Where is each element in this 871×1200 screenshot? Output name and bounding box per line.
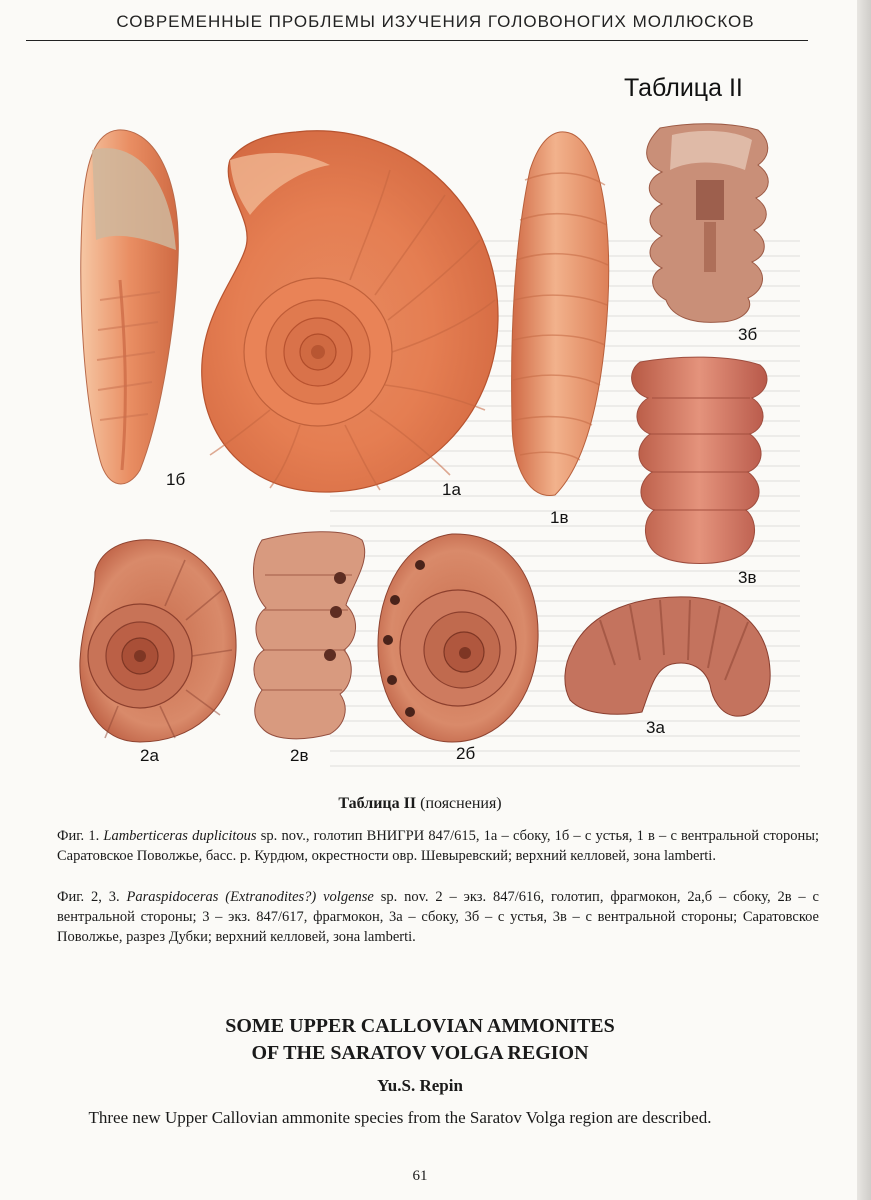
fig-label-3a: 3а	[646, 718, 665, 737]
specimen-2a-image	[80, 540, 236, 742]
abstract: Three new Upper Callovian ammonite species from the Saratov Volga region are described.	[88, 1108, 712, 1127]
specimen-3a-image	[565, 597, 770, 716]
fig-label-3b: 3б	[738, 325, 758, 344]
specimen-3v-image	[632, 357, 767, 563]
caption-1-text: sp. nov., голотип ВНИГРИ 847/615, 1а – сбоку, 1б – с устья, 1 в – с вентральной стороны; Саратовское Поволжье, басс. р. Курдюм, окрестности овр. Шевыревский; верхний келловей, зона lamberti.	[57, 828, 819, 864]
caption-1-species: Lamberticeras duplicitous	[103, 828, 257, 844]
english-title-line-1: SOME UPPER CALLOVIAN AMMONITES	[225, 1015, 615, 1037]
fig-label-2b: 2б	[456, 744, 476, 763]
caption-1-lead: Фиг. 1.	[57, 828, 104, 844]
fig-label-2a: 2а	[140, 746, 159, 765]
specimen-2v-image	[253, 532, 364, 739]
specimen-1a-image	[202, 131, 498, 492]
page-number: 61	[412, 1168, 428, 1184]
fig-label-2v: 2в	[290, 746, 309, 765]
specimen-3b-image	[647, 124, 769, 323]
caption-paragraph-1	[57, 826, 819, 866]
specimen-1v-image	[512, 132, 609, 496]
running-head: СОВРЕМЕННЫЕ ПРОБЛЕМЫ ИЗУЧЕНИЯ ГОЛОВОНОГИХ МОЛЛЮСКОВ	[116, 12, 755, 31]
caption-2-lead: Фиг. 2, 3.	[57, 889, 127, 905]
author: Yu.S. Repin	[377, 1076, 463, 1095]
caption-title-rest: (пояснения)	[416, 795, 502, 812]
english-title	[0, 1013, 840, 1067]
caption-paragraph-2	[57, 887, 819, 947]
plate-title: Таблица II	[624, 74, 743, 102]
english-title-line-2: OF THE SARATOV VOLGA REGION	[251, 1042, 589, 1064]
specimen-2b-image	[378, 534, 538, 742]
fig-label-1a: 1а	[442, 480, 461, 499]
caption-2-species: Paraspidoceras (Extranodites?) volgense	[126, 889, 374, 905]
caption-title-bold: Таблица II	[338, 795, 417, 812]
fig-label-3v: 3в	[738, 568, 757, 587]
fig-label-1b: 1б	[166, 470, 186, 489]
specimen-1b-image	[81, 130, 179, 484]
caption-2-text: sp. nov. 2 – экз. 847/616, голотип, фрагмокон, 2а,б – сбоку, 2в – с вентральной стороны; 3 – экз. 847/617, фрагмокон, 3а – сбоку, 3б – с устья, 3в – с вентральной стороны; Саратовское Поволжье, разрез Дубки; верхний келловей, зона lamberti.	[57, 889, 819, 945]
fig-label-1v: 1в	[550, 508, 569, 527]
caption-title	[0, 795, 840, 813]
